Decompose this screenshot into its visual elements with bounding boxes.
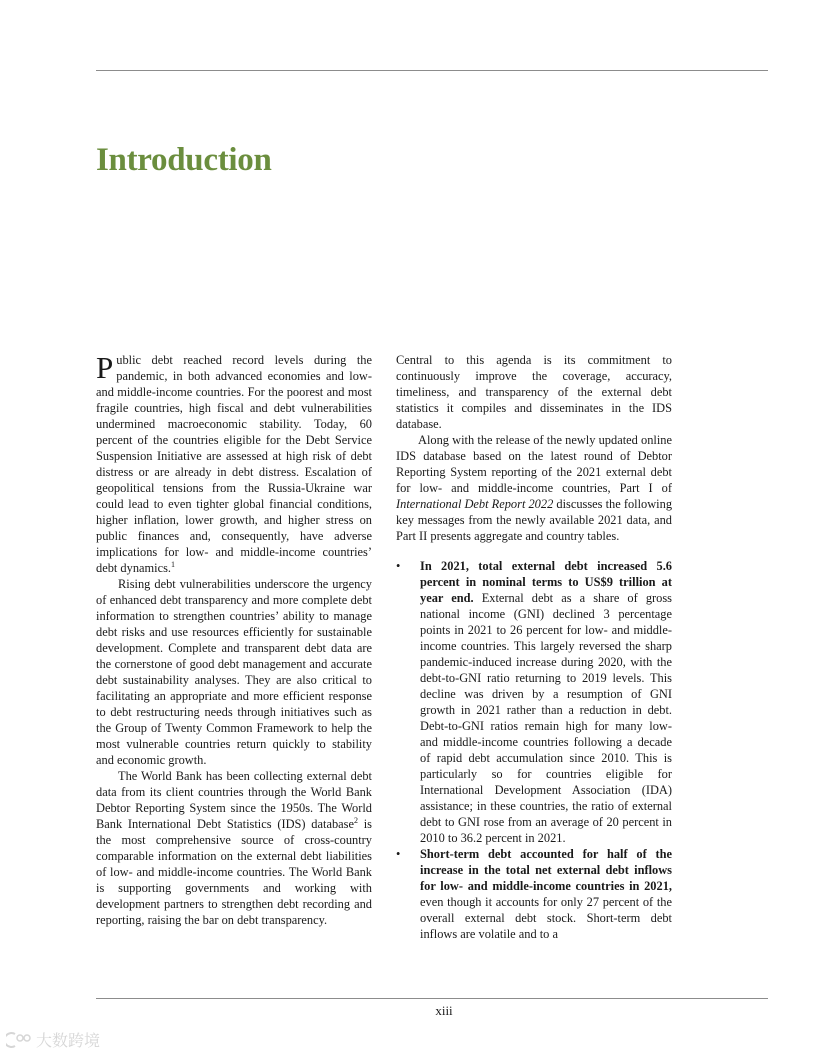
paragraph-3-text-b: is the most comprehensive source of cross-country comparable information on the external debt liabilities of low- and middle-income countries. The World Bank is supporting governments and working with development partners to strengthen debt recording and reporting, raising the bar on debt transparency. bbox=[96, 817, 372, 927]
bullet-icon: • bbox=[396, 559, 401, 573]
left-column bbox=[96, 352, 372, 928]
paragraph-1 bbox=[96, 352, 372, 576]
watermark-logo-icon bbox=[6, 1031, 32, 1049]
header-rule bbox=[96, 70, 768, 71]
watermark bbox=[6, 1028, 100, 1051]
drop-cap: P bbox=[96, 350, 114, 385]
paragraph-4: Central to this agenda is its commitment to continuously improve the coverage, accuracy, timeliness, and transparency of the external debt statistics it compiles and disseminates in the IDS database. bbox=[396, 353, 672, 431]
paragraph-5-text-a: Along with the release of the newly updated online IDS database based on the latest round of Debtor Reporting System reporting of the 2021 external debt for low- and middle-income countries, Part I of bbox=[396, 433, 672, 495]
paragraph-3-text-a: The World Bank has been collecting external debt data from its client countries through the World Bank Debtor Reporting System since the 1950s. The World Bank International Debt Statistics (IDS) database bbox=[96, 769, 372, 831]
report-title: International Debt Report 2022 bbox=[396, 497, 554, 511]
list-item bbox=[396, 558, 672, 846]
page-title: Introduction bbox=[96, 142, 272, 178]
footnote-ref-2[interactable]: 2 bbox=[353, 815, 358, 825]
paragraph-3 bbox=[96, 768, 372, 928]
paragraph-5-text-b: discusses the following key messages from the newly available 2021 data, and Part II presents aggregate and country tables. bbox=[396, 497, 673, 543]
key-messages-list bbox=[396, 558, 672, 942]
list-item-text: even though it accounts for only 27 percent of the overall external debt stock. Short-term debt inflows are volatile and to a bbox=[420, 895, 672, 941]
bullet-icon: • bbox=[396, 847, 401, 861]
footer-rule bbox=[96, 998, 768, 999]
watermark-text: 大数跨境 bbox=[36, 1031, 101, 1050]
list-item-bold: Short-term debt accounted for half of the increase in the total net external debt inflows for low- and middle-income countries in 2021, bbox=[420, 847, 672, 893]
footnote-ref-1[interactable]: 1 bbox=[171, 559, 176, 569]
paragraph-1-text: ublic debt reached record levels during the pandemic, in both advanced economies and low- and middle-income countries. For the poorest and most fragile countries, high fiscal and debt vulnerabilities undermined macroeconomic stability. Today, 60 percent of the countries eligible for the Debt Service Suspension Initiative are assessed at high risk of debt distress or are already in debt distress. Escalation of geopolitical tensions from the Russia-Ukraine war could lead to even tighter global financial conditions, higher inflation, lower growth, and higher stress on public finances and, consequently, have adverse implications for low- and middle-income countries’ debt dynamics. bbox=[96, 353, 372, 575]
list-item-text: External debt as a share of gross national income (GNI) declined 3 percentage points in 2021 to 26 percent for low- and middle-income countries. This largely reversed the sharp pandemic-induced increase during 2020, with the debt-to-GNI ratio returning to 2019 levels. This decline was driven by a resumption of GNI growth in 2021 rather than a reduction in debt. Debt-to-GNI ratios remain high for many low- and middle-income countries following a decade of rapid debt accumulation since 2010. This is particularly so for countries eligible for International Development Association (IDA) assistance; in these countries, the ratio of external debt to GNI rose from an average of 20 percent in 2010 to 36.2 percent in 2021. bbox=[420, 591, 672, 845]
list-item-bold: In 2021, total external debt increased 5.6 percent in nominal terms to US$9 trillion at year end. bbox=[420, 559, 672, 605]
paragraph-5 bbox=[396, 432, 672, 544]
paragraph-2: Rising debt vulnerabilities underscore the urgency of enhanced debt transparency and more complete debt information to strengthen countries’ ability to manage debt risks and use resources efficiently for sustainable development. Complete and transparent debt data are the cornerstone of good debt management and accurate debt sustainability analyses. They are also critical to facilitating an appropriate and more efficient response to debt restructuring needs through initiatives such as the Group of Twenty Common Framework to help the most vulnerable countries return quickly to stability and economic growth. bbox=[96, 577, 372, 767]
page-number: xiii bbox=[435, 1003, 453, 1018]
list-item bbox=[396, 846, 672, 942]
right-column bbox=[396, 352, 672, 942]
